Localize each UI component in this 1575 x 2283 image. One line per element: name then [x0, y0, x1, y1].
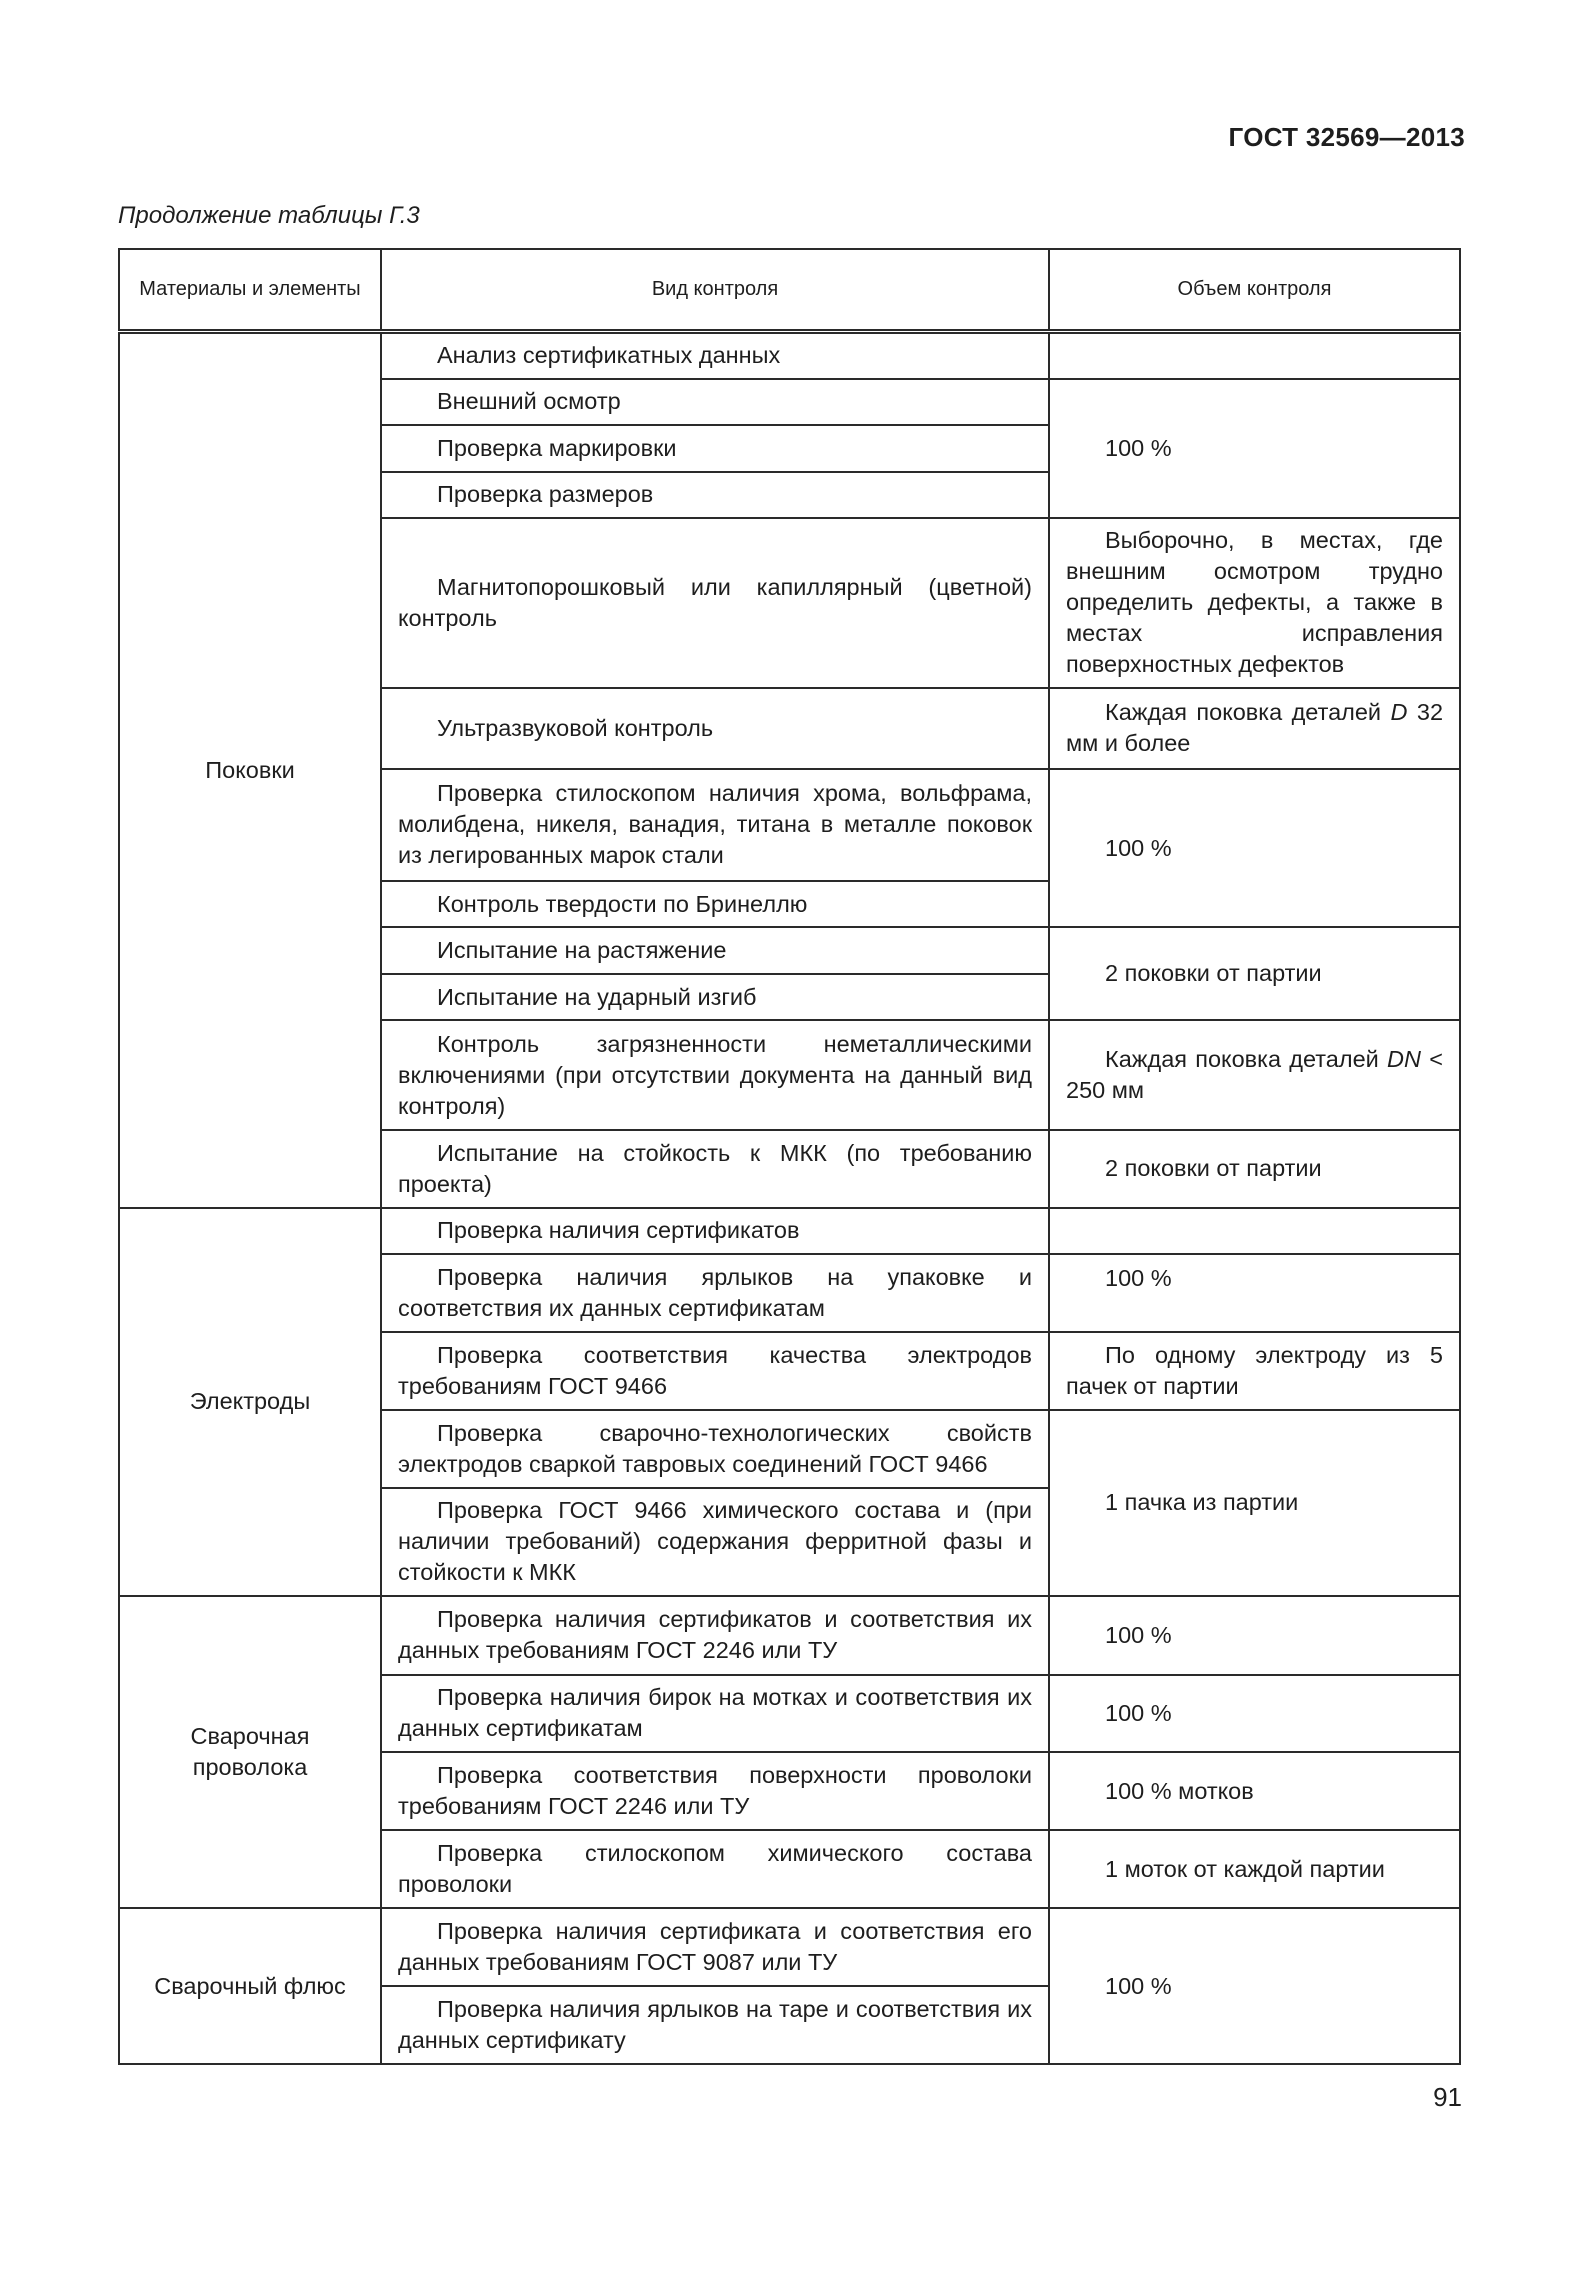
volume-cell: 2 поковки от партии [1049, 1130, 1460, 1208]
volume-cell: 100 % [1049, 1675, 1460, 1753]
check-cell: Проверка соответствия качества электродов требованиям ГОСТ 9466 [381, 1332, 1049, 1410]
check-cell: Проверка размеров [381, 472, 1049, 519]
table-row [119, 1596, 1460, 1675]
check-cell: Внешний осмотр [381, 379, 1049, 426]
check-cell: Проверка наличия сертификата и соответствия его данных требованиям ГОСТ 9087 или ТУ [381, 1908, 1049, 1986]
nominal-diameter-symbol: DN [1387, 1046, 1421, 1073]
volume-cell: 100 % [1049, 1596, 1460, 1675]
volume-cell [1049, 1020, 1460, 1129]
material-cell: Сварочный флюс [119, 1908, 381, 2064]
volume-text: Каждая поковка деталей [1105, 699, 1382, 726]
volume-cell: 100 % [1049, 769, 1460, 928]
volume-cell: 100 % мотков [1049, 1752, 1460, 1830]
control-table [118, 248, 1461, 2065]
document-number: ГОСТ 32569—2013 [1228, 122, 1465, 152]
table-row [119, 331, 1460, 379]
volume-cell [1049, 331, 1460, 379]
column-header-control-volume: Объем контроля [1049, 249, 1460, 331]
volume-cell [1049, 1208, 1460, 1255]
page-number: 91 [1433, 2082, 1462, 2112]
volume-cell: Выборочно, в местах, где внешним осмотром трудно определить дефекты, а также в местах исправления поверхностных дефектов [1049, 518, 1460, 688]
column-header-control-type: Вид контроля [381, 249, 1049, 331]
volume-text: 32 мм и более [1066, 699, 1444, 757]
volume-cell: 100 % [1049, 1908, 1460, 2064]
check-cell: Ультразвуковой контроль [381, 688, 1049, 769]
check-cell: Контроль твердости по Бринеллю [381, 881, 1049, 928]
check-cell: Проверка соответствия поверхности проволоки требованиям ГОСТ 2246 или ТУ [381, 1752, 1049, 1830]
volume-text: < 250 мм [1066, 1046, 1444, 1104]
check-cell: Проверка сварочно-технологических свойств электродов сваркой тавровых соединений ГОСТ 9466 [381, 1410, 1049, 1488]
volume-cell: 100 % [1049, 1254, 1460, 1332]
check-cell: Анализ сертификатных данных [381, 331, 1049, 379]
check-cell: Проверка наличия ярлыков на упаковке и соответствия их данных сертификатам [381, 1254, 1049, 1332]
diameter-symbol: D [1390, 699, 1408, 726]
volume-cell: По одному электроду из 5 пачек от партии [1049, 1332, 1460, 1410]
check-cell: Проверка наличия бирок на мотках и соответствия их данных сертификатам [381, 1675, 1049, 1753]
check-cell: Испытание на ударный изгиб [381, 974, 1049, 1021]
table-header-row [119, 249, 1460, 331]
check-cell: Магнитопорошковый или капиллярный (цветной) контроль [381, 518, 1049, 688]
volume-text: Каждая поковка деталей [1105, 1046, 1379, 1073]
material-cell: Сварочная проволока [119, 1596, 381, 1908]
volume-cell: 100 % [1049, 379, 1460, 519]
check-cell: Проверка ГОСТ 9466 химического состава и (при наличии требований) содержания ферритной фазы и стойкости к МКК [381, 1488, 1049, 1596]
volume-cell: 1 пачка из партии [1049, 1410, 1460, 1596]
check-cell: Испытание на растяжение [381, 927, 1049, 974]
table-row [119, 1908, 1460, 1986]
volume-cell: 1 моток от каждой партии [1049, 1830, 1460, 1908]
volume-cell: 2 поковки от партии [1049, 927, 1460, 1020]
volume-cell [1049, 688, 1460, 769]
check-cell: Проверка наличия сертификатов и соответствия их данных требованиям ГОСТ 2246 или ТУ [381, 1596, 1049, 1675]
table-row [119, 1208, 1460, 1255]
column-header-materials: Материалы и элементы [119, 249, 381, 331]
check-cell: Проверка наличия сертификатов [381, 1208, 1049, 1255]
check-cell: Контроль загрязненности неметаллическими включениями (при отсутствии документа на данный вид контроля) [381, 1020, 1049, 1129]
material-cell: Поковки [119, 331, 381, 1208]
material-cell: Электроды [119, 1208, 381, 1596]
check-cell: Проверка стилоскопом химического состава проволоки [381, 1830, 1049, 1908]
check-cell: Проверка стилоскопом наличия хрома, вольфрама, молибдена, никеля, ванадия, титана в металле поковок из легированных марок стали [381, 769, 1049, 881]
table-caption: Продолжение таблицы Г.3 [118, 202, 420, 229]
check-cell: Проверка маркировки [381, 425, 1049, 472]
check-cell: Проверка наличия ярлыков на таре и соответствия их данных сертификату [381, 1986, 1049, 2064]
check-cell: Испытание на стойкость к МКК (по требованию проекта) [381, 1130, 1049, 1208]
